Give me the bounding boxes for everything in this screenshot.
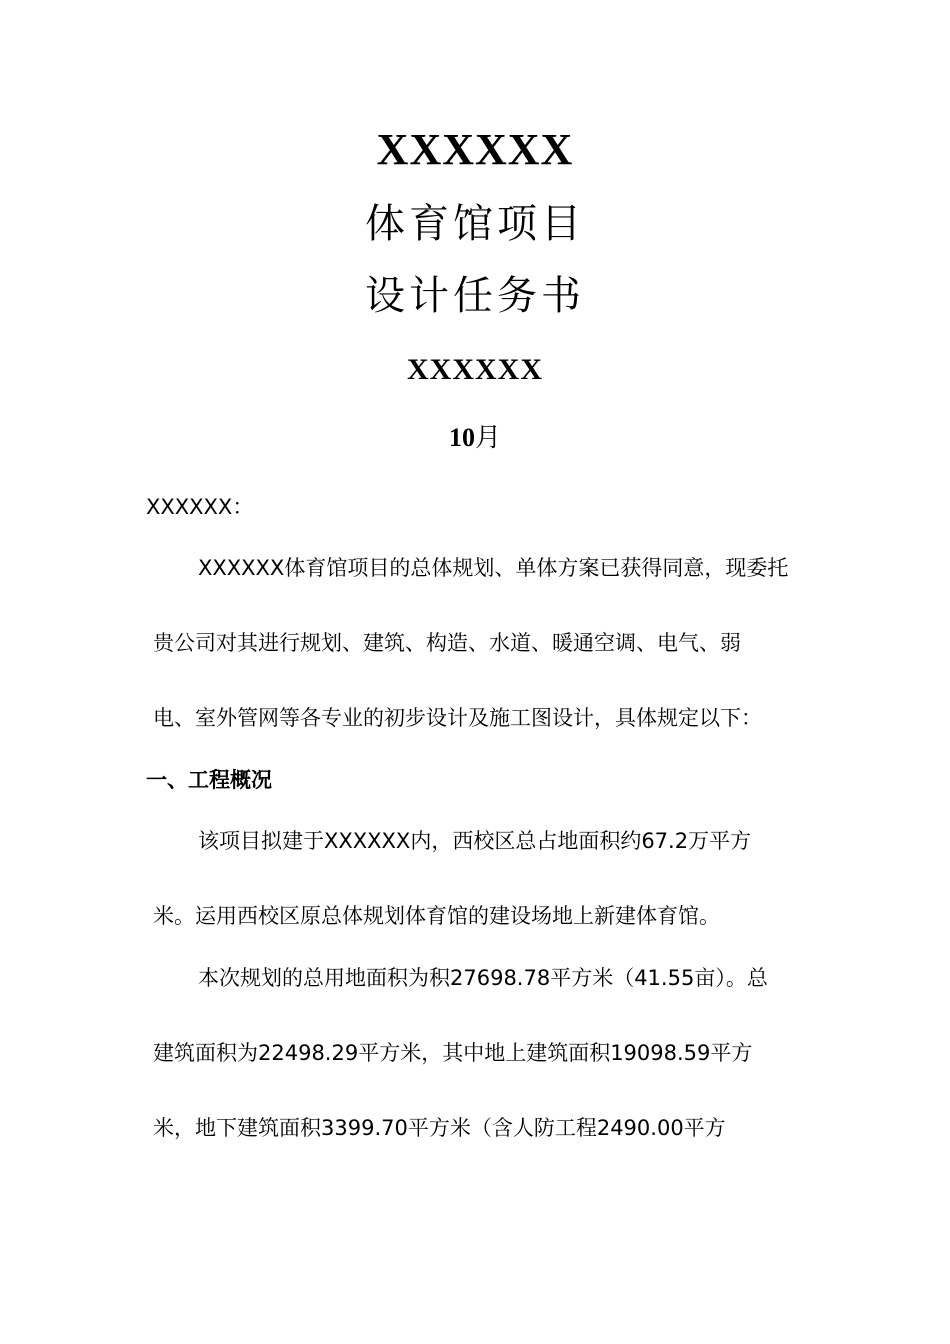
cover-issuer: XXXXXX (407, 353, 543, 386)
section-heading-project-overview: 一、工程概况 (146, 768, 272, 792)
cover-title-org: XXXXXX (376, 125, 574, 174)
paragraph-area-line: 米，地下建筑面积3399.70平方米（含人防工程2490.00平方 (153, 1116, 726, 1140)
paragraph-overview-line: 该项目拟建于XXXXXX内，西校区总占地面积约67.2万平方 (198, 829, 752, 853)
cover-date (0, 418, 950, 458)
letter-addressee: XXXXXX： (146, 495, 254, 519)
paragraph-area-line: 本次规划的总用地面积为积27698.78平方米（41.55亩）。总 (198, 966, 768, 990)
paragraph-intro-line: 电、室外管网等各专业的初步设计及施工图设计，具体规定以下： (153, 706, 762, 730)
paragraph-area-line: 建筑面积为22498.29平方米，其中地上建筑面积19098.59平方 (153, 1041, 753, 1065)
cover-title-document-type: 设计任务书 (365, 273, 585, 319)
paragraph-intro-line: 贵公司对其进行规划、建筑、构造、水道、暖通空调、电气、弱 (153, 631, 741, 655)
cover-title-project: 体育馆项目 (365, 201, 585, 247)
paragraph-intro-line: XXXXXX体育馆项目的总体规划、单体方案已获得同意，现委托 (198, 556, 789, 580)
paragraph-overview-line: 米。运用西校区原总体规划体育馆的建设场地上新建体育馆。 (153, 904, 720, 928)
cover-date-number: 10 (448, 423, 475, 452)
cover-date-unit: 月 (474, 423, 501, 453)
